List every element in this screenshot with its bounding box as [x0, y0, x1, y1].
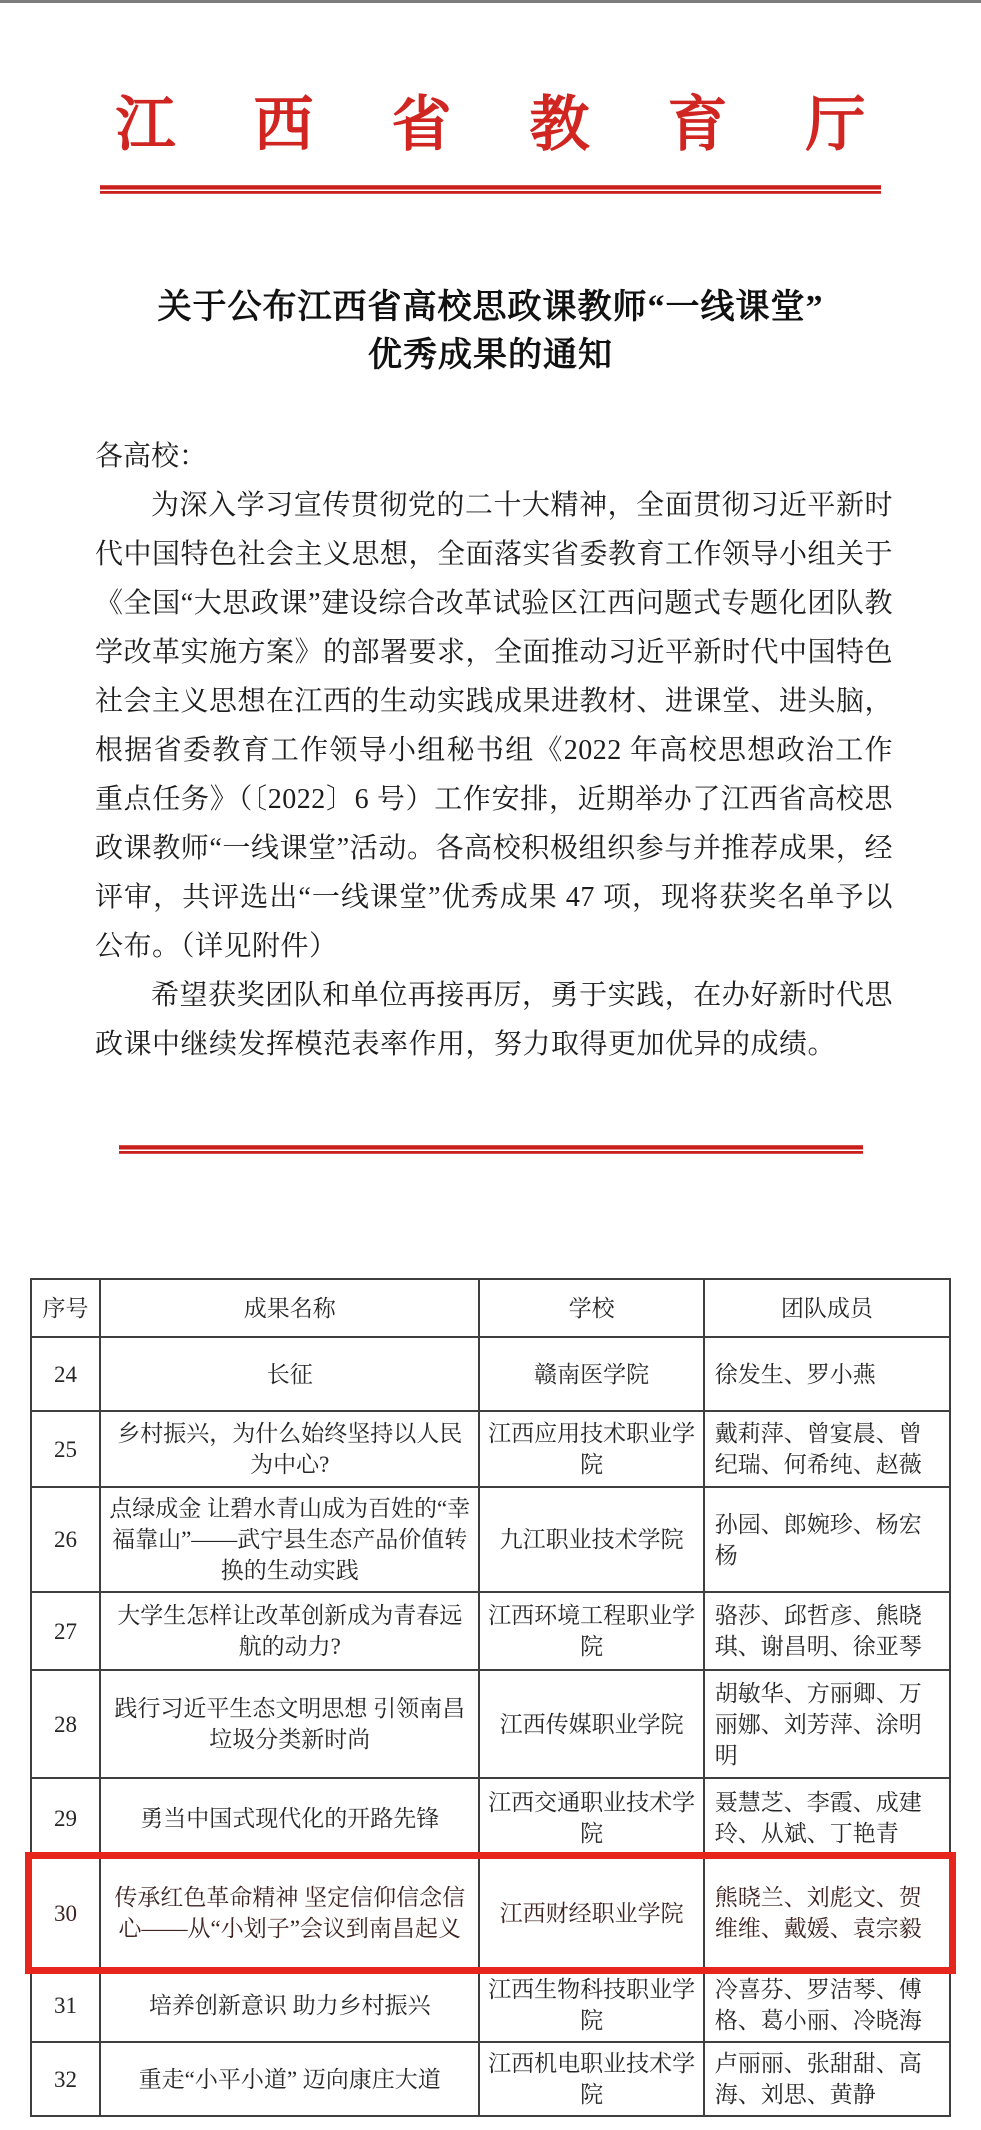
achievement-name-cell: 重走“小平小道” 迈向康庄大道	[100, 2042, 480, 2116]
achievement-name-cell: 大学生怎样让改革创新成为青春远航的动力?	[100, 1592, 480, 1670]
team-members-cell: 聂慧芝、李霞、成建玲、从斌、丁艳青	[704, 1778, 950, 1858]
school-cell: 江西生物科技职业学院	[479, 1968, 703, 2042]
school-cell: 九江职业技术学院	[479, 1487, 703, 1592]
table-row	[31, 1968, 950, 2042]
school-cell: 江西环境工程职业学院	[479, 1592, 703, 1670]
team-members-cell: 骆莎、邱哲彦、熊晓琪、谢昌明、徐亚琴	[704, 1592, 950, 1670]
achievement-name-cell: 践行习近平生态文明思想 引领南昌垃圾分类新时尚	[100, 1670, 480, 1778]
team-members-cell: 熊晓兰、刘彪文、贺维维、戴媛、袁宗毅	[704, 1858, 950, 1968]
table-row-highlighted	[31, 1858, 950, 1968]
scan-top-edge	[0, 0, 981, 3]
table-header-cell: 学校	[479, 1279, 703, 1337]
school-cell: 江西传媒职业学院	[479, 1670, 703, 1778]
notice-body	[95, 432, 893, 1069]
team-members-cell: 冷喜芬、罗洁琴、傅格、葛小丽、冷晓海	[704, 1968, 950, 2042]
letterhead-divider	[100, 185, 881, 194]
school-cell: 江西交通职业技术学院	[479, 1778, 703, 1858]
section-divider	[119, 1145, 863, 1154]
table-row	[31, 1670, 950, 1778]
notice-title-line1: 关于公布江西省高校思政课教师“一线课堂”	[157, 289, 824, 326]
agency-title: 江西省教育厅	[115, 92, 944, 158]
notice-title-line2: 优秀成果的通知	[368, 337, 613, 374]
table-header-cell: 团队成员	[704, 1279, 950, 1337]
table-row	[31, 1487, 950, 1592]
team-members-cell: 戴莉萍、曾宴晨、曾纪瑞、何希纯、赵薇	[704, 1411, 950, 1487]
table-row	[31, 1778, 950, 1858]
school-cell: 赣南医学院	[479, 1337, 703, 1411]
body-paragraph: 希望获奖团队和单位再接再厉，勇于实践，在办好新时代思政课中继续发挥模范表率作用，努力取得更加优异的成绩。	[95, 980, 893, 1060]
table-row	[31, 2042, 950, 2116]
table-row	[31, 1337, 950, 1411]
table-row	[31, 1592, 950, 1670]
row-number-cell: 28	[31, 1670, 100, 1778]
table-header-row	[31, 1279, 950, 1337]
table-row	[31, 1411, 950, 1487]
achievement-name-cell: 点绿成金 让碧水青山成为百姓的“幸福靠山”——武宁县生态产品价值转换的生动实践	[100, 1487, 480, 1592]
achievement-name-cell: 乡村振兴，为什么始终坚持以人民为中心?	[100, 1411, 480, 1487]
achievement-name-cell: 勇当中国式现代化的开路先锋	[100, 1778, 480, 1858]
row-number-cell: 30	[31, 1858, 100, 1968]
team-members-cell: 孙园、郎婉珍、杨宏杨	[704, 1487, 950, 1592]
results-table	[30, 1278, 951, 2117]
table-header-cell: 序号	[31, 1279, 100, 1337]
achievement-name-cell: 培养创新意识 助力乡村振兴	[100, 1968, 480, 2042]
row-number-cell: 24	[31, 1337, 100, 1411]
row-number-cell: 31	[31, 1968, 100, 2042]
school-cell: 江西机电职业技术学院	[479, 2042, 703, 2116]
body-paragraphs	[95, 481, 893, 1069]
achievement-name-cell: 传承红色革命精神 坚定信仰信念信心——从“小划子”会议到南昌起义	[100, 1858, 480, 1968]
school-cell: 江西财经职业学院	[479, 1858, 703, 1968]
row-number-cell: 32	[31, 2042, 100, 2116]
school-cell: 江西应用技术职业学院	[479, 1411, 703, 1487]
team-members-cell: 胡敏华、方丽卿、万丽娜、刘芳萍、涂明明	[704, 1670, 950, 1778]
achievement-name-cell: 长征	[100, 1337, 480, 1411]
body-paragraph: 为深入学习宣传贯彻党的二十大精神，全面贯彻习近平新时代中国特色社会主义思想，全面落实省委教育工作领导小组关于《全国“大思政课”建设综合改革试验区江西问题式专题化团队教学改革实施方案》的部署要求，全面推动习近平新时代中国特色社会主义思想在江西的生动实践成果进教材、进课堂、进头脑，根据省委教育工作领导小组秘书组《2022 年高校思想政治工作重点任务》（〔2022〕6 号）工作安排，近期举办了江西省高校思政课教师“一线课堂”活动。各高校积极组织参与并推荐成果，经评审，共评选出“一线课堂”优秀成果 47 项，现将获奖名单予以公布。（详见附件）	[95, 490, 894, 962]
notice-title	[0, 284, 981, 380]
row-number-cell: 26	[31, 1487, 100, 1592]
salutation: 各高校：	[95, 441, 208, 472]
team-members-cell: 卢丽丽、张甜甜、高海、刘思、黄静	[704, 2042, 950, 2116]
row-number-cell: 29	[31, 1778, 100, 1858]
row-number-cell: 25	[31, 1411, 100, 1487]
table-header-cell: 成果名称	[100, 1279, 480, 1337]
team-members-cell: 徐发生、罗小燕	[704, 1337, 950, 1411]
row-number-cell: 27	[31, 1592, 100, 1670]
